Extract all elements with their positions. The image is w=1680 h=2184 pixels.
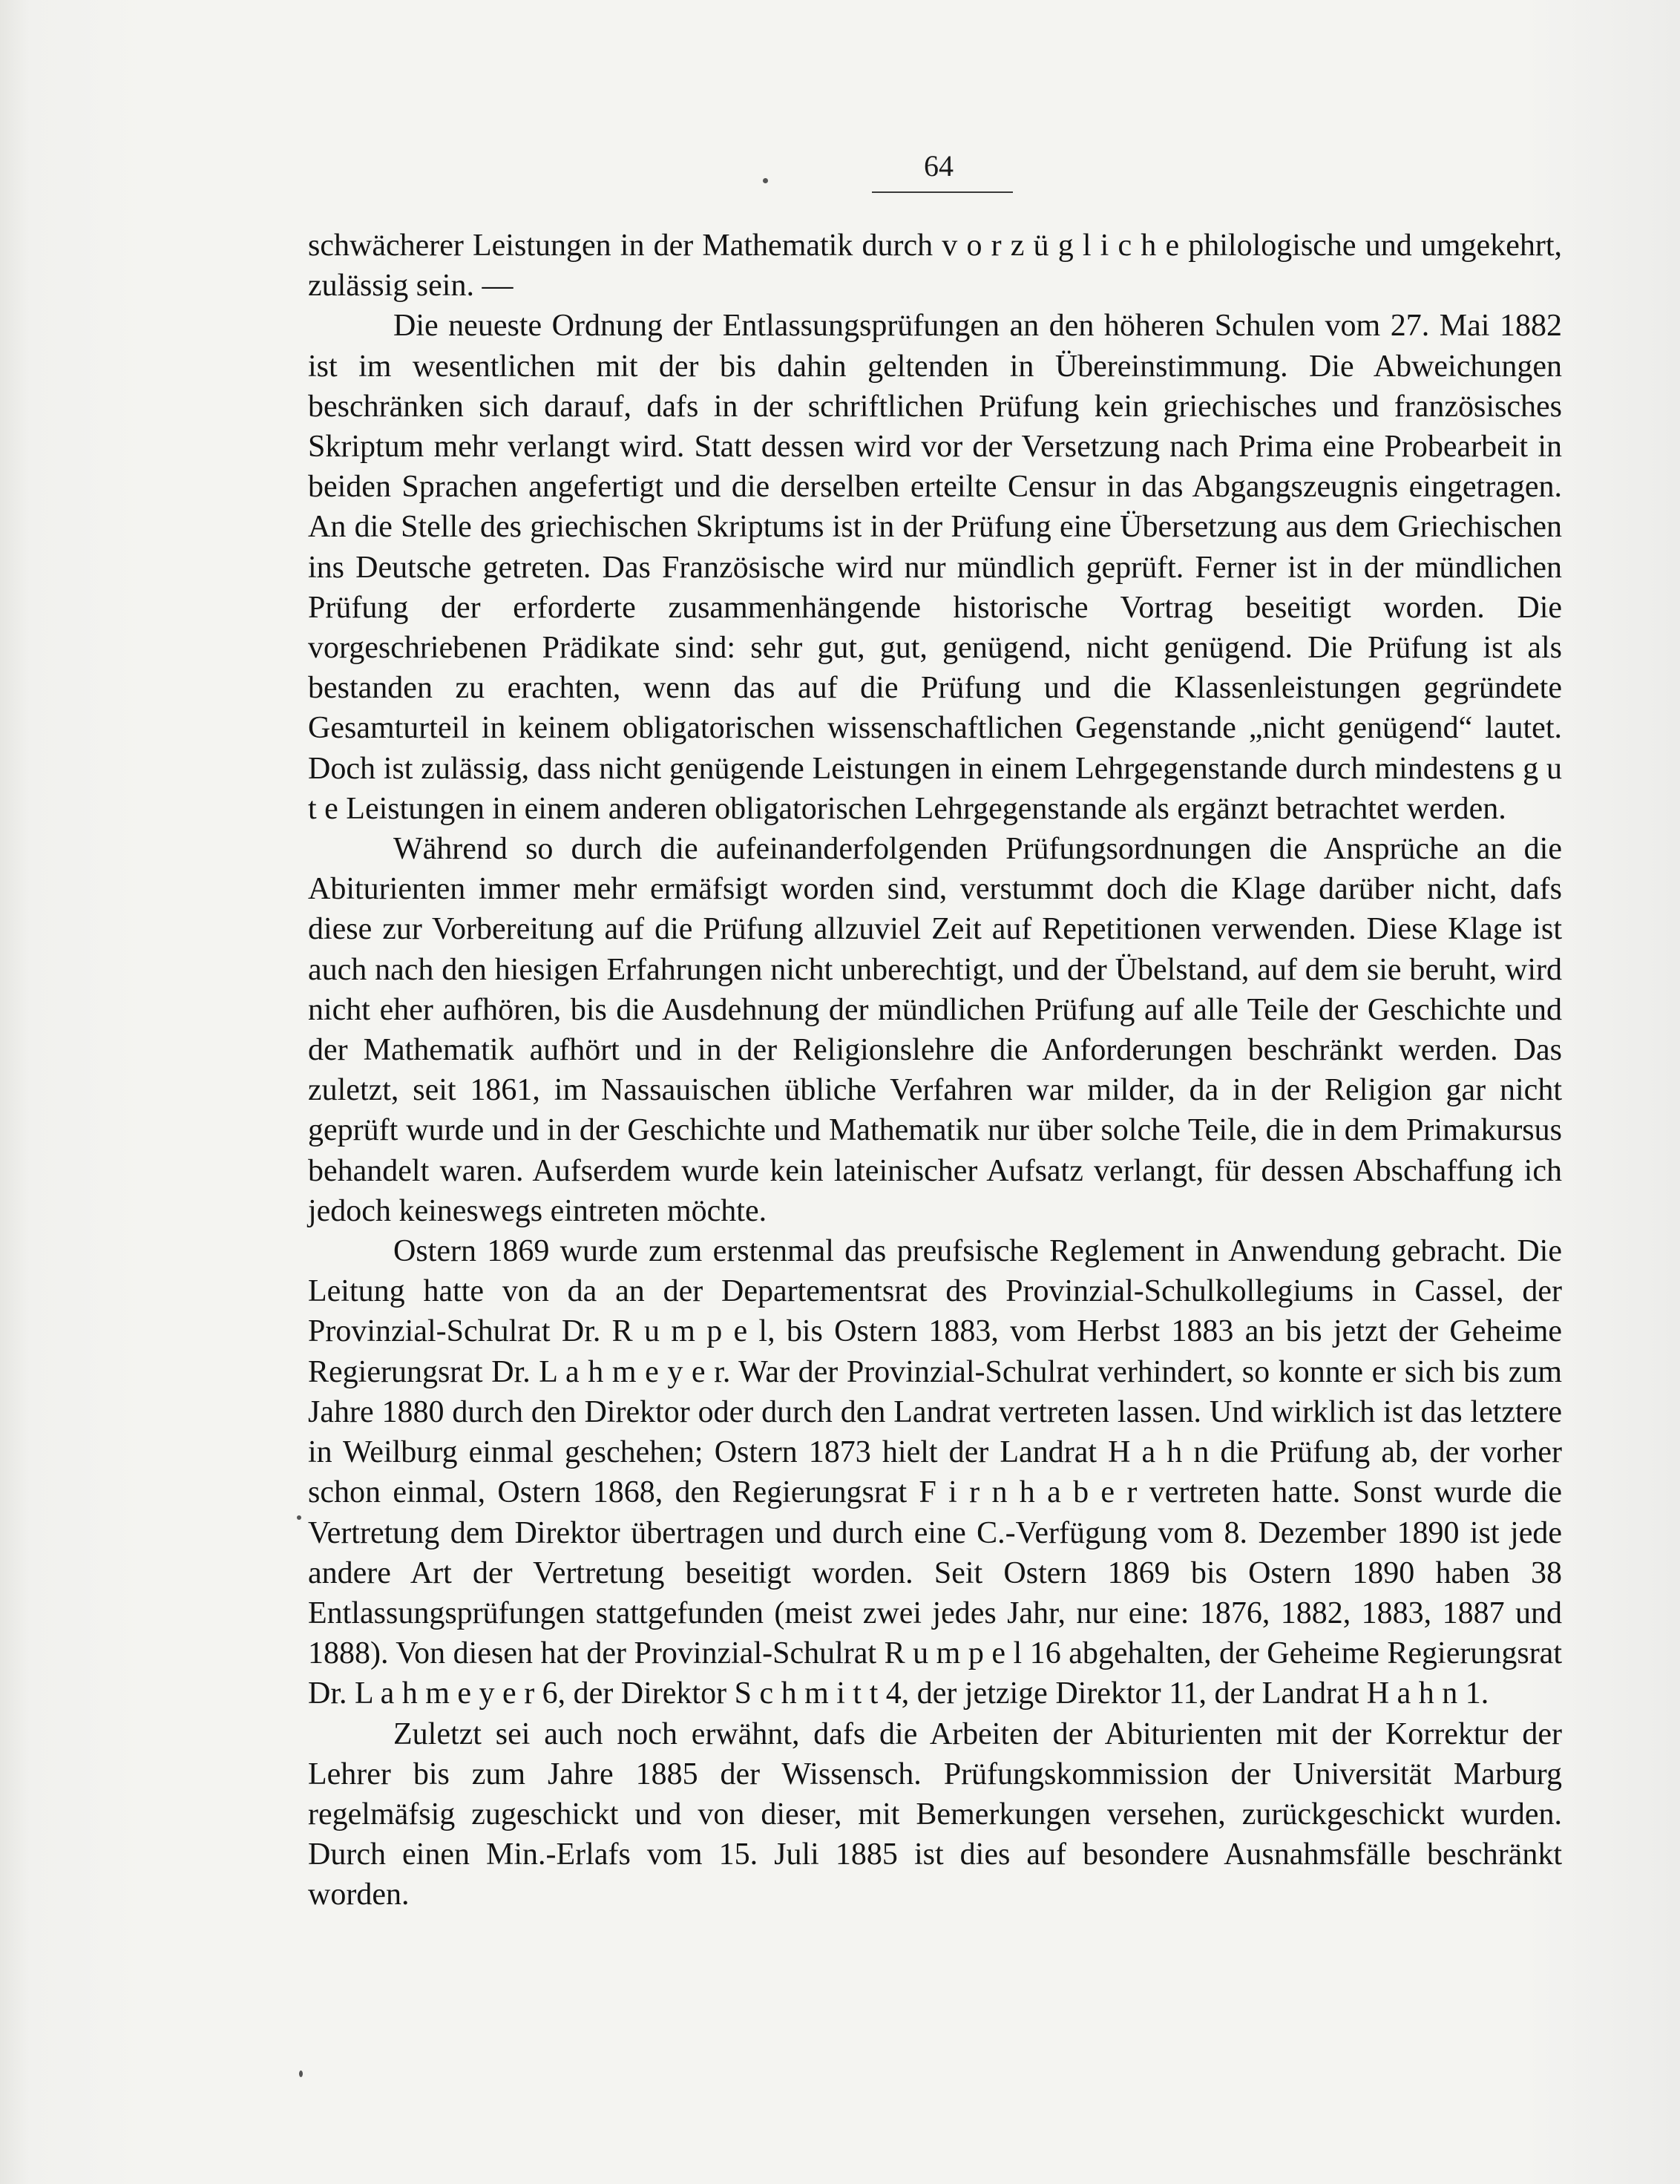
paragraph: Die neueste Ordnung der Entlassungsprüfungen an den höheren Schulen vom 27. Mai 1882 ist im wesentlichen mit der bis dahin geltenden in Übereinstimmung. Die Abweichungen beschränken sich darauf, dafs in der schriftlichen Prüfung kein griechisches und französisches Skriptum mehr verlangt wird. Statt dessen wird vor der Versetzung nach Prima eine Probearbeit in beiden Sprachen angefertigt und die derselben erteilte Censur in das Abgangszeugnis eingetragen. An die Stelle des griechischen Skriptums ist in der Prüfung eine Übersetzung aus dem Griechischen ins Deutsche getreten. Das Französische wird nur mündlich geprüft. Ferner ist in der mündlichen Prüfung der erforderte zusammenhängende historische Vortrag beseitigt worden. Die vorgeschriebenen Prädikate sind: sehr gut, gut, genügend, nicht genügend. Die Prüfung ist als bestanden zu erachten, wenn das auf die Prüfung und die Klassenleistungen gegründete Gesamturteil in keinem obligatorischen wissenschaftlichen Gegenstande „nicht genügend“ lautet. Doch ist zulässig, dass nicht genügende Leistungen in einem Lehrgegenstande durch mindestens g u t e Leistungen in einem anderen obligatorischen Lehrgegenstande als ergänzt betrachtet werden.: [308, 309, 1562, 826]
paragraph: Während so durch die aufeinanderfolgenden Prüfungsordnungen die Ansprüche an die Abiturienten immer mehr ermäfsigt worden sind, verstummt doch die Klage darüber nicht, dafs diese zur Vorbereitung auf die Prüfung allzuviel Zeit auf Repetitionen verwenden. Diese Klage ist auch nach den hiesigen Erfahrungen nicht unberechtigt, und der Übelstand, auf dem sie beruht, wird nicht eher aufhören, bis die Ausdehnung der mündlichen Prüfung auf alle Teile der Geschichte und der Mathematik aufhört und in der Religionslehre die Anforderungen beschränkt werden. Das zuletzt, seit 1861, im Nassauischen übliche Verfahren war milder, da in der Religion gar nicht geprüft wurde und in der Geschichte und Mathematik nur über solche Teile, die in dem Primakursus behandelt waren. Aufserdem wurde kein lateinischer Aufsatz verlangt, für dessen Abschaffung ich jedoch keineswegs eintreten möchte.: [308, 832, 1562, 1228]
page-number: 64: [924, 149, 954, 183]
paragraph: Ostern 1869 wurde zum erstenmal das preufsische Reglement in Anwendung gebracht. Die Leitung hatte von da an der Departementsrat des Provinzial-Schulkollegiums in Cassel, der Provinzial-Schulrat Dr. R u m p e l, bis Ostern 1883, vom Herbst 1883 an bis jetzt der Geheime Regierungsrat Dr. L a h m e y e r. War der Provinzial-Schulrat verhindert, so konnte er sich bis zum Jahre 1880 durch den Direktor oder durch den Landrat vertreten lassen. Und wirklich ist das letztere in Weilburg einmal geschehen; Ostern 1873 hielt der Landrat H a h n die Prüfung ab, der vorher schon einmal, Ostern 1868, den Regierungsrat F i r n h a b e r vertreten hatte. Sonst wurde die Vertretung dem Direktor übertragen und durch eine C.-Verfügung vom 8. Dezember 1890 ist jede andere Art der Vertretung beseitigt worden. Seit Ostern 1869 bis Ostern 1890 haben 38 Entlassungsprüfungen stattgefunden (meist zwei jedes Jahr, nur eine: 1876, 1882, 1883, 1887 und 1888). Von diesen hat der Provinzial-Schulrat R u m p e l 16 abgehalten, der Geheime Regierungsrat Dr. L a h m e y e r 6, der Direktor S c h m i t t 4, der jetzige Direktor 11, der Landrat H a h n 1.: [308, 1234, 1562, 1711]
body-text: [308, 226, 1562, 1915]
ink-speck: [299, 2070, 303, 2077]
paragraph: Zuletzt sei auch noch erwähnt, dafs die Arbeiten der Abiturienten mit der Korrektur der Lehrer bis zum Jahre 1885 der Wissensch. Prüfungskommission der Universität Marburg regelmäfsig zugeschickt und von dieser, mit Bemerkungen versehen, zurückgeschickt wurden. Durch einen Min.-Erlafs vom 15. Juli 1885 ist dies auf besondere Ausnahmsfälle beschränkt worden.: [308, 1716, 1562, 1912]
ink-speck: [297, 1515, 301, 1520]
ink-speck: [763, 178, 768, 183]
paragraph: schwächerer Leistungen in der Mathematik durch v o r z ü g l i c h e philologische und umgekehrt, zulässig sein. —: [308, 229, 1562, 304]
page-number-rule: [872, 191, 1013, 193]
